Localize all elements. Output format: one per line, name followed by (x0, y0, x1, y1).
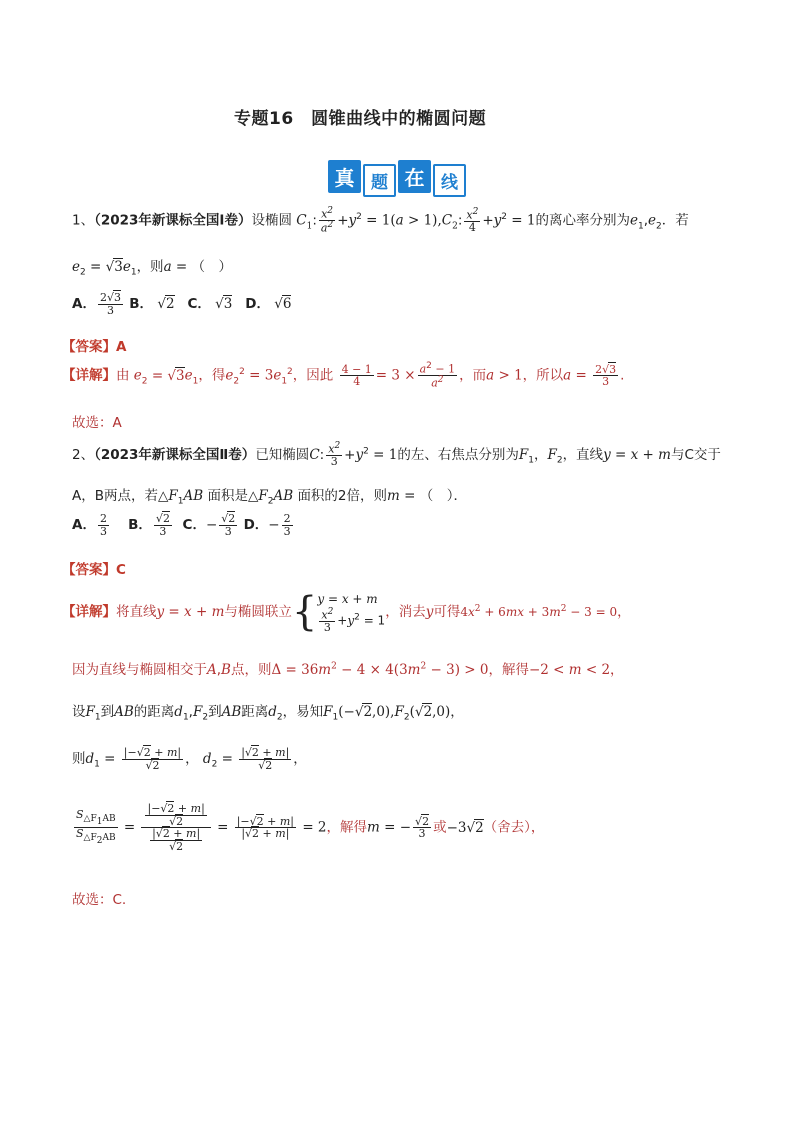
badge-tile-4: 线 (433, 164, 466, 197)
q2-detail-line4: 则$d_1$ = $\frac{|-√2 + m|}{√2}$ ， $d_2$ = $\frac{|√2 + m|}{√2}$ ， (72, 746, 307, 772)
q2-conclusion: 故选：C. (72, 892, 127, 908)
page-title: 专题16 圆锥曲线中的椭圆问题 (234, 109, 487, 129)
q1-source: （2023年新课标全国Ⅰ卷） (94, 212, 252, 229)
q2-options (72, 513, 295, 537)
q2-answer: 【答案】C (62, 562, 126, 578)
q1-option-b[interactable]: B． √2 (129, 296, 175, 313)
q2-option-b[interactable]: B． $\frac{√2}{3}$ (128, 512, 170, 538)
q2-option-a[interactable]: A． $\frac{2}{3}$ (72, 512, 107, 538)
badge-tile-1: 真 (328, 160, 361, 193)
q1-option-a[interactable]: A． $\frac{2√3}{3}$ (72, 291, 121, 317)
q1-option-d[interactable]: D． √6 (245, 296, 292, 313)
q2-option-c[interactable]: C．− $\frac{√2}{3}$ (182, 512, 236, 538)
q2-detail-line5: $\frac{S_{\triangle F_1AB}}{S_{\triangle F_2AB}}$ = $\frac{\frac{|-√2 + m|}{√2}}{\frac{|√2 + m|}{√2}}$ = $\frac{|-√2 + m|}{|√2 + m|}$ = 2，解得m = − $\frac{√2}{3}$ 或−3√2（舍去）， (76, 802, 545, 853)
q1-conclusion: 故选：A (72, 415, 122, 431)
q2-stem-line2: A，B两点，若$\triangle F_1AB$ 面积是$\triangle F_2AB$ 面积的2倍，则m = （ ）． (72, 488, 467, 507)
q1-option-c[interactable]: C． √3 (187, 296, 233, 313)
q1-detail: 【详解】由 $e_2 = √3e_1$，得$e_2^2 = 3e_1^2$，因此 $\frac{4 - 1}{4}$ = 3 × $\frac{a^2 - 1}{a^2}$ ，而a > 1，所以a = $\frac{2√3}{3}$ . (62, 361, 625, 390)
badge-tile-3: 在 (398, 160, 431, 193)
q2-detail-line2: 因为直线与椭圆相交于A,B点，则$\Delta = 36m^2 - 4 \times 4(3m^2 - 3) > 0$，解得−2 < m < 2， (72, 661, 624, 678)
q1-options (72, 292, 291, 316)
q1-number: 1、 (72, 212, 95, 229)
badge-tile-2: 题 (363, 164, 396, 197)
q2-option-d[interactable]: D．− $\frac{2}{3}$ (243, 512, 291, 538)
q1-stem-line2: $e_2 = √3e_1$，则a = （ ） (72, 259, 233, 278)
q2-detail-line1: 【详解】将直线y = x + m与椭圆联立{ y = x + m $\frac{x^2}{3}$ $+y^2 = 1$ ，消去y可得$4x^2 + 6mx + 3m^2 - 3 = 0$， (62, 588, 631, 635)
q1-stem-line1: 1、（2023年新课标全国Ⅰ卷）设椭圆 $C_1$: $\frac{x^2}{a^2}$ $+y^2 = 1(a > 1),C_2$: $\frac{x^2}{4}$ $+y^2 = 1$的离心率分别为$e_1,e_2$．若 (72, 206, 689, 235)
q2-detail-line3: 设$F_1$到AB的距离$d_1,F_2$到AB距离$d_2$，易知$F_1(-√2,0),F_2(√2,0)$， (72, 704, 464, 723)
section-badge (328, 160, 466, 197)
q1-answer: 【答案】A (62, 339, 127, 355)
q2-stem-line1: 2、（2023年新课标全国Ⅱ卷）已知椭圆C: $\frac{x^2}{3}$ $+y^2 = 1$的左、右焦点分别为$F_1$，$F_2$，直线y = x + m与C交于 (72, 441, 721, 469)
